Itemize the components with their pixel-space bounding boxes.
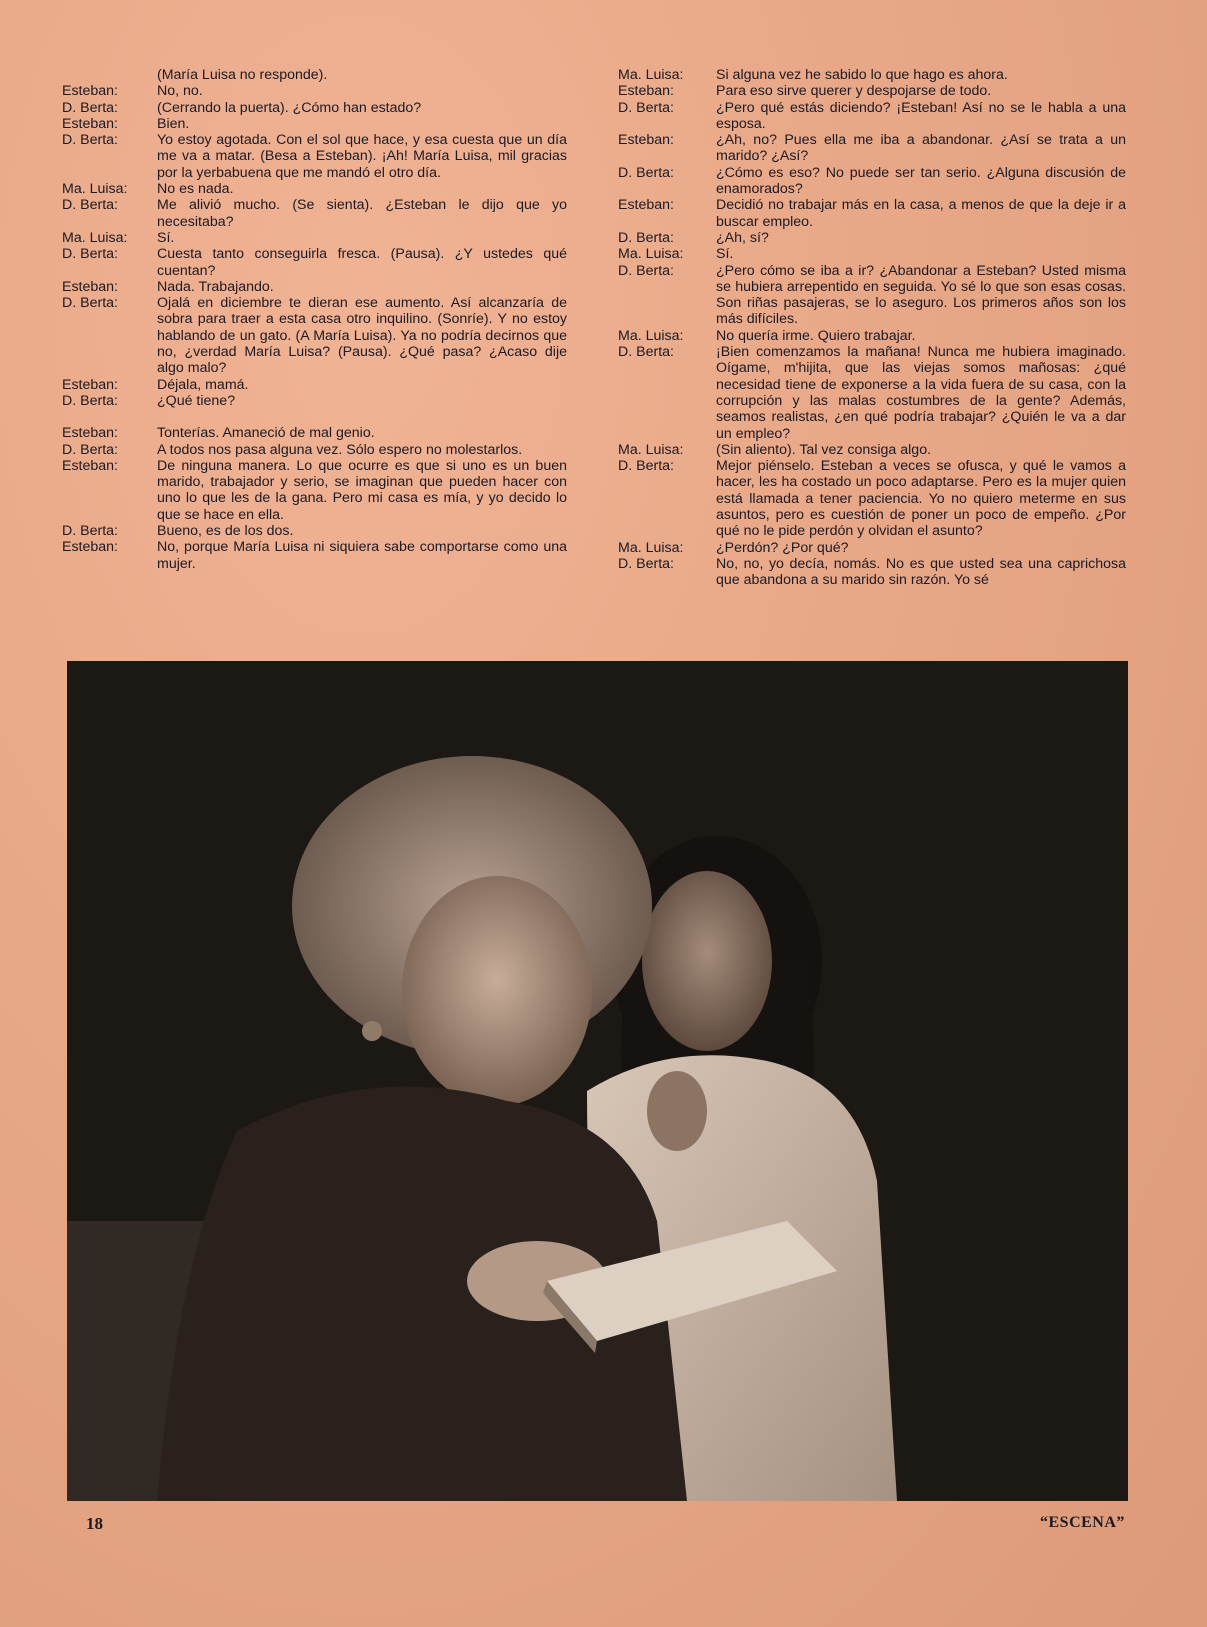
dialogue-line [62,83,567,99]
dialogue-text: No, no. [157,83,203,100]
dialogue-line [62,279,567,295]
dialogue-line [62,181,567,197]
speaker-name: D. Berta: [62,246,118,263]
dialogue-line [62,116,567,132]
dialogue-line [618,67,1126,83]
dialogue-line [62,458,567,523]
dialogue-text: Cuesta tanto conseguirla fresca. (Pausa). ¿Y ustedes qué cuentan? [157,246,567,279]
dialogue-line [62,132,567,181]
dialogue-text: ¿Cómo es eso? No puede ser tan serio. ¿Alguna discusión de enamorados? [716,164,1126,198]
page-number: 18 [86,1514,103,1533]
dialogue-text: ¿Ah, no? Pues ella me iba a abandonar. ¿Así se trata a un marido? ¿Así? [716,132,1126,165]
speaker-name: Ma. Luisa: [618,246,684,263]
speaker-name: D. Berta: [618,99,674,116]
dialogue-text: Mejor piénselo. Esteban a veces se ofusca, y qué le vamos a hacer, les ha costado un poco adaptarse. Pero es la mujer quien está llamada a tener paciencia. Yo no quiero meterme en sus asuntos, pero es cuestión de poner un poco de empeño. ¿Por qué no le pide perdón y olvidan el asunto? [716,458,1126,540]
speaker-name: Ma. Luisa: [618,67,684,83]
dialogue-line [62,295,567,376]
dialogue-text: (Sin aliento). Tal vez consiga algo. [716,441,932,458]
dialogue-text: Déjala, mamá. [157,376,249,393]
speaker-name: Esteban: [62,376,119,393]
speaker-name: D. Berta: [618,164,674,181]
dialogue-text: Tonterías. Amaneció de mal genio. [157,425,375,442]
speaker-name: Esteban: [62,115,119,132]
dialogue-text: ¿Ah, sí? [716,229,769,246]
speaker-name: D. Berta: [618,555,674,572]
dialogue-line [618,165,1126,198]
dialogue-text: ¡Bien comenzamos la mañana! Nunca me hubiera imaginado. Oígame, m'hijita, que las viejas somos mañosas: ¿qué necesidad tiene de exponerse a la vida fuera de su casa, con la corrupción y las malas costumbres de la gente? Además, seamos realistas, ¿en qué podría trabajar? ¿Quién le va a dar un empleo? [716,344,1126,442]
dialogue-text: (Cerrando la puerta). ¿Cómo han estado? [157,99,422,116]
speaker-name: Ma. Luisa: [618,327,684,344]
dialogue-text: De ninguna manera. Lo que ocurre es que si uno es un buen marido, trabajador y serio, se imaginan que pueden hacer con uno lo que les de la gana. Pero mi casa es mía, y yo decido lo que se hace en ella. [157,457,567,523]
speaker-name: D. Berta: [618,229,674,246]
speaker-name: Ma. Luisa: [62,181,128,198]
dialogue-line [618,556,1126,589]
dialogue-text: No, no, yo decía, nomás. No es que usted sea una caprichosa que abandona a su marido sin razón. Yo sé [716,555,1126,589]
speaker-name: D. Berta: [62,197,118,214]
speaker-name: D. Berta: [618,262,674,279]
dialogue-line [618,263,1126,328]
speaker-name: Ma. Luisa: [618,539,684,556]
dialogue-text: ¿Pero cómo se iba a ir? ¿Abandonar a Esteban? Usted misma se hubiera arrepentido en seguida. Yo sé lo que son esas cosas. Son riñas pasajeras, se lo aseguro. Los primeros años son los más difíciles. [716,262,1126,328]
dialogue-text: Ojalá en diciembre te dieran ese aumento. Así alcanzaría de sobra para traer a esta casa otro inquilino. (Sonríe). Y no estoy hablando de un gato. (A María Luisa). Ya no podría decirnos que no, ¿verdad María Luisa? (Pausa). ¿Qué pasa? ¿Acaso dije algo malo? [157,295,567,377]
dialogue-line [618,132,1126,165]
magazine-name: “ESCENA” [1040,1514,1125,1531]
speaker-name: D. Berta: [62,523,118,540]
speaker-name: Ma. Luisa: [62,229,128,246]
dialogue-line [618,442,1126,458]
stage-photograph [67,661,1128,1501]
dialogue-text: Si alguna vez he sabido lo que hago es ahora. [716,67,1008,83]
dialogue-line [62,523,567,539]
dialogue-text: Sí. [157,229,175,246]
speaker-name: D. Berta: [62,132,118,149]
dialogue-text: Nada. Trabajando. [157,278,274,295]
dialogue-line [618,458,1126,539]
speaker-name: Esteban: [618,197,675,214]
speaker-name: D. Berta: [62,295,118,312]
dialogue-text: Sí. [716,246,734,263]
dialogue-text: Decidió no trabajar más en la casa, a menos de que la deje ir a buscar empleo. [716,197,1126,230]
dialogue-text: (María Luisa no responde). [157,67,328,83]
dialogue-text: ¿Pero qué estás diciendo? ¡Esteban! Así no se le habla a una esposa. [716,99,1126,132]
speaker-name: D. Berta: [62,392,118,409]
dialogue-column-left [62,67,567,572]
dialogue-line [618,83,1126,99]
dialogue-text: Bueno, es de los dos. [157,523,294,540]
dialogue-line [62,393,567,409]
dialogue-line [618,230,1126,246]
speaker-name: Ma. Luisa: [618,441,684,458]
dialogue-text: ¿Perdón? ¿Por qué? [716,539,849,556]
dialogue-line [62,425,567,441]
dialogue-line [62,539,567,572]
dialogue-line [62,442,567,458]
dialogue-line [62,230,567,246]
dialogue-line [62,246,567,279]
dialogue-text: A todos nos pasa alguna vez. Sólo espero no molestarlos. [157,441,523,458]
dialogue-text: ¿Qué tiene? [157,392,236,409]
dialogue-text: No es nada. [157,181,234,198]
dialogue-text: Para eso sirve querer y despojarse de todo. [716,83,992,100]
speaker-name: Esteban: [62,278,119,295]
speaker-name: D. Berta: [62,441,118,458]
dialogue-line [618,100,1126,133]
dialogue-line [62,197,567,230]
dialogue-text: Bien. [157,115,190,132]
dialogue-column-right [618,67,1126,589]
dialogue-text: Me alivió mucho. (Se sienta). ¿Esteban le dijo que yo necesitaba? [157,197,567,230]
dialogue-line [618,328,1126,344]
dialogue-line [62,67,567,83]
dialogue-line [618,540,1126,556]
dialogue-line [618,197,1126,230]
dialogue-text: No, porque María Luisa ni siquiera sabe comportarse como una mujer. [157,539,567,572]
dialogue-text: Yo estoy agotada. Con el sol que hace, y esa cuesta que un día me va a matar. (Besa a Esteban). ¡Ah! María Luisa, mil gracias por la yerbabuena que me mandó el otro día. [157,132,567,181]
dialogue-line [618,344,1126,442]
speaker-name: Esteban: [62,457,119,474]
dialogue-line [618,246,1126,262]
speaker-name: D. Berta: [618,344,674,361]
speaker-name: D. Berta: [62,99,118,116]
speaker-name: Esteban: [62,539,119,556]
speaker-name: Esteban: [62,425,119,442]
dialogue-line [62,377,567,393]
speaker-name: D. Berta: [618,458,674,475]
dialogue-text: No quería irme. Quiero trabajar. [716,327,916,344]
speaker-name: Esteban: [618,132,675,149]
speaker-name: Esteban: [62,83,119,100]
dialogue-line [62,100,567,116]
speaker-name: Esteban: [618,83,675,100]
